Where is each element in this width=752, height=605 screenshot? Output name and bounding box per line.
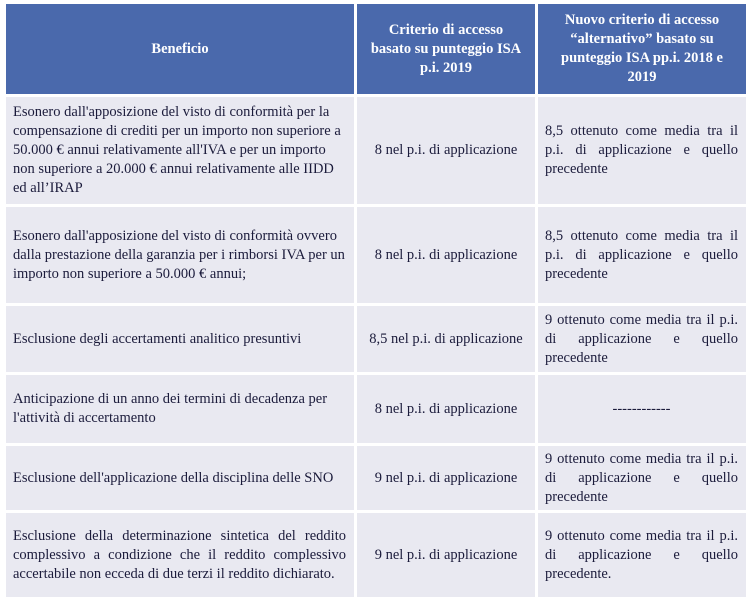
header-criterio-pi-2019: Criterio di accesso basato su punteggio ISA p.i. 2019 <box>357 4 535 94</box>
benefits-table <box>3 1 749 600</box>
table-row <box>6 207 746 303</box>
table-row <box>6 97 746 204</box>
table-row <box>6 446 746 510</box>
table-row <box>6 375 746 443</box>
cell-criterio-pi-2019: 9 nel p.i. di applicazione <box>357 513 535 597</box>
cell-beneficio: Esclusione della determinazione sintetica del reddito complessivo a condizione che il reddito complessivo accertabile non ecceda di due terzi il reddito dichiarato. <box>6 513 354 597</box>
cell-beneficio: Esonero dall'apposizione del visto di conformità per la compensazione di crediti per un importo non superiore a 50.000 € annui relativamente all'IVA e per un importo non superiore a 20.000 € annui relativamente alle IIDD ed all’IRAP <box>6 97 354 204</box>
cell-criterio-pi-2019: 9 nel p.i. di applicazione <box>357 446 535 510</box>
table-row <box>6 513 746 597</box>
cell-criterio-alternativo: ------------ <box>538 375 746 443</box>
cell-criterio-alternativo: 8,5 ottenuto come media tra il p.i. di applicazione e quello precedente <box>538 97 746 204</box>
cell-beneficio: Esclusione dell'applicazione della disciplina delle SNO <box>6 446 354 510</box>
header-beneficio: Beneficio <box>6 4 354 94</box>
table-header-row <box>6 4 746 94</box>
cell-criterio-alternativo: 9 ottenuto come media tra il p.i. di applicazione e quello precedente <box>538 306 746 372</box>
table-row <box>6 306 746 372</box>
cell-criterio-pi-2019: 8,5 nel p.i. di applicazione <box>357 306 535 372</box>
cell-criterio-pi-2019: 8 nel p.i. di applicazione <box>357 207 535 303</box>
cell-criterio-alternativo: 9 ottenuto come media tra il p.i. di applicazione e quello precedente <box>538 446 746 510</box>
header-criterio-alternativo: Nuovo criterio di accesso “alternativo” basato su punteggio ISA pp.i. 2018 e 2019 <box>538 4 746 94</box>
cell-criterio-alternativo: 8,5 ottenuto come media tra il p.i. di applicazione e quello precedente <box>538 207 746 303</box>
cell-criterio-alternativo: 9 ottenuto come media tra il p.i. di applicazione e quello precedente. <box>538 513 746 597</box>
cell-beneficio: Esclusione degli accertamenti analitico presuntivi <box>6 306 354 372</box>
cell-beneficio: Esonero dall'apposizione del visto di conformità ovvero dalla prestazione della garanzia per i rimborsi IVA per un importo non superiore a 50.000 € annui; <box>6 207 354 303</box>
cell-beneficio: Anticipazione di un anno dei termini di decadenza per l'attività di accertamento <box>6 375 354 443</box>
cell-criterio-pi-2019: 8 nel p.i. di applicazione <box>357 375 535 443</box>
cell-criterio-pi-2019: 8 nel p.i. di applicazione <box>357 97 535 204</box>
